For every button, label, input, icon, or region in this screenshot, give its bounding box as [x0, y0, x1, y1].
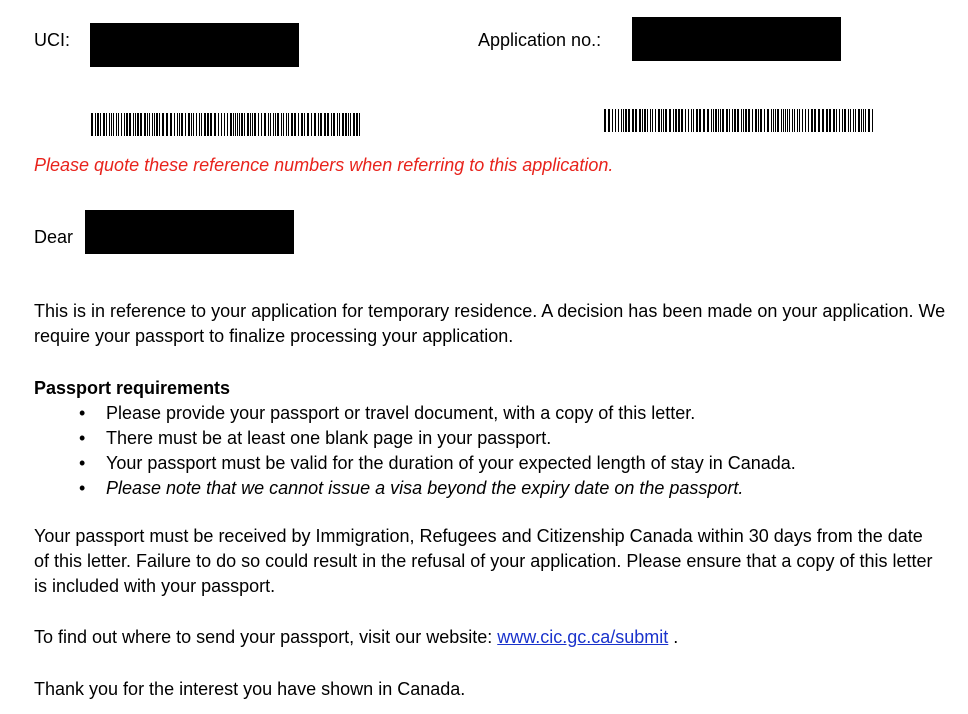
uci-redaction	[90, 23, 299, 67]
requirement-text: Your passport must be valid for the duration of your expected length of stay in Canada.	[106, 453, 796, 473]
application-number-redaction	[632, 17, 841, 61]
application-number-label: Application no.:	[478, 30, 602, 50]
uci-barcode	[91, 113, 363, 136]
requirement-text: There must be at least one blank page in your passport.	[106, 428, 552, 448]
requirements-list	[79, 401, 959, 501]
bullet-icon: •	[79, 428, 86, 448]
application-barcode	[604, 109, 874, 132]
send-prefix: To find out where to send your passport, visit our website:	[34, 627, 498, 647]
salutation: Dear	[34, 227, 74, 247]
recipient-name-redaction	[85, 210, 294, 254]
submit-website-link[interactable]: www.cic.gc.ca/submit	[497, 627, 669, 647]
bullet-icon: •	[79, 403, 86, 423]
requirement-text: Please provide your passport or travel document, with a copy of this letter.	[106, 403, 696, 423]
requirement-item	[79, 476, 959, 501]
requirements-heading: Passport requirements	[34, 378, 231, 398]
requirement-item	[79, 401, 959, 426]
requirement-text: Please note that we cannot issue a visa beyond the expiry date on the passport.	[106, 478, 744, 498]
closing-line: Thank you for the interest you have shown in Canada.	[34, 679, 466, 699]
reference-notice: Please quote these reference numbers when referring to this application.	[34, 155, 614, 175]
send-instructions	[34, 625, 964, 650]
deadline-paragraph: Your passport must be received by Immigration, Refugees and Citizenship Canada within 30 days from the date of this letter. Failure to do so could result in the refusal of your application. Please ensure that a copy of this letter is included with your passport.	[34, 526, 933, 596]
send-suffix: .	[668, 627, 679, 647]
requirement-item	[79, 451, 959, 476]
bullet-icon: •	[79, 453, 86, 473]
requirement-item	[79, 426, 959, 451]
uci-label: UCI:	[34, 30, 70, 50]
bullet-icon: •	[79, 478, 86, 498]
intro-paragraph: This is in reference to your application for temporary residence. A decision has been made on your application. We require your passport to finalize processing your application.	[34, 301, 946, 346]
